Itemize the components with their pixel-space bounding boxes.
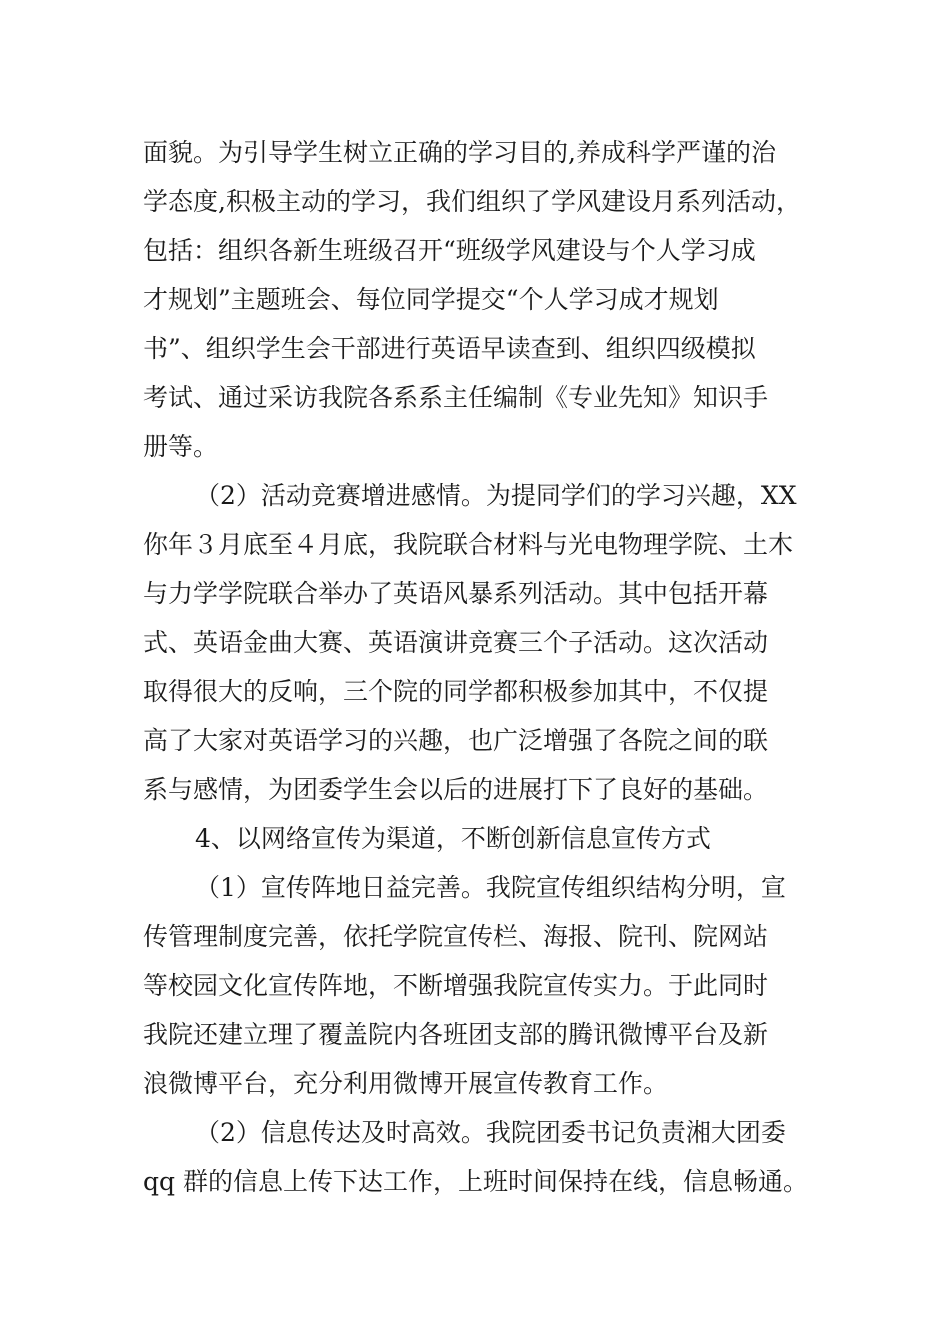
document-body: [143, 128, 843, 1206]
text-line: 你年３月底至４月底，我院联合材料与光电物理学院、土木: [143, 530, 794, 559]
paragraph-start-line: （1）宣传阵地日益完善。我院宣传组织结构分明，宣: [195, 873, 786, 902]
paragraph-start-line: （2）活动竞赛增进感情。为提同学们的学习兴趣，XX: [195, 481, 797, 510]
text-line: 高了大家对英语学习的兴趣，也广泛增强了各院之间的联: [143, 726, 769, 755]
text-line: 书”、组织学生会干部进行英语早读查到、组织四级模拟: [143, 334, 756, 363]
text-line: 与力学学院联合举办了英语风暴系列活动。其中包括开幕: [143, 579, 769, 608]
text-line: qq 群的信息上传下达工作，上班时间保持在线，信息畅通。: [143, 1167, 808, 1196]
text-line: 包括：组织各新生班级召开“班级学风建设与个人学习成: [143, 236, 756, 265]
text-line: 浪微博平台，充分利用微博开展宣传教育工作。: [143, 1069, 669, 1098]
text-line: 式、英语金曲大赛、英语演讲竞赛三个子活动。这次活动: [143, 628, 769, 657]
text-line: 学态度,积极主动的学习，我们组织了学风建设月系列活动，: [143, 187, 801, 216]
text-line: 考试、通过采访我院各系系主任编制《专业先知》知识手: [143, 383, 769, 412]
text-line: 系与感情，为团委学生会以后的进展打下了良好的基础。: [143, 775, 769, 804]
text-line: 才规划”主题班会、每位同学提交“个人学习成才规划: [143, 285, 719, 314]
paragraph-start-line: （2）信息传达及时高效。我院团委书记负责湘大团委: [195, 1118, 786, 1147]
text-line: 册等。: [143, 432, 219, 461]
text-line: 传管理制度完善，依托学院宣传栏、海报、院刊、院网站: [143, 922, 769, 951]
text-line: 我院还建立理了覆盖院内各班团支部的腾讯微博平台及新: [143, 1020, 769, 1049]
text-line: 取得很大的反响，三个院的同学都积极参加其中，不仅提: [143, 677, 769, 706]
text-line: 面貌。为引导学生树立正确的学习目的,养成科学严谨的治: [143, 138, 776, 167]
text-line: 等校园文化宣传阵地，不断增强我院宣传实力。于此同时: [143, 971, 769, 1000]
section-heading: 4、以网络宣传为渠道，不断创新信息宣传方式: [195, 824, 711, 853]
